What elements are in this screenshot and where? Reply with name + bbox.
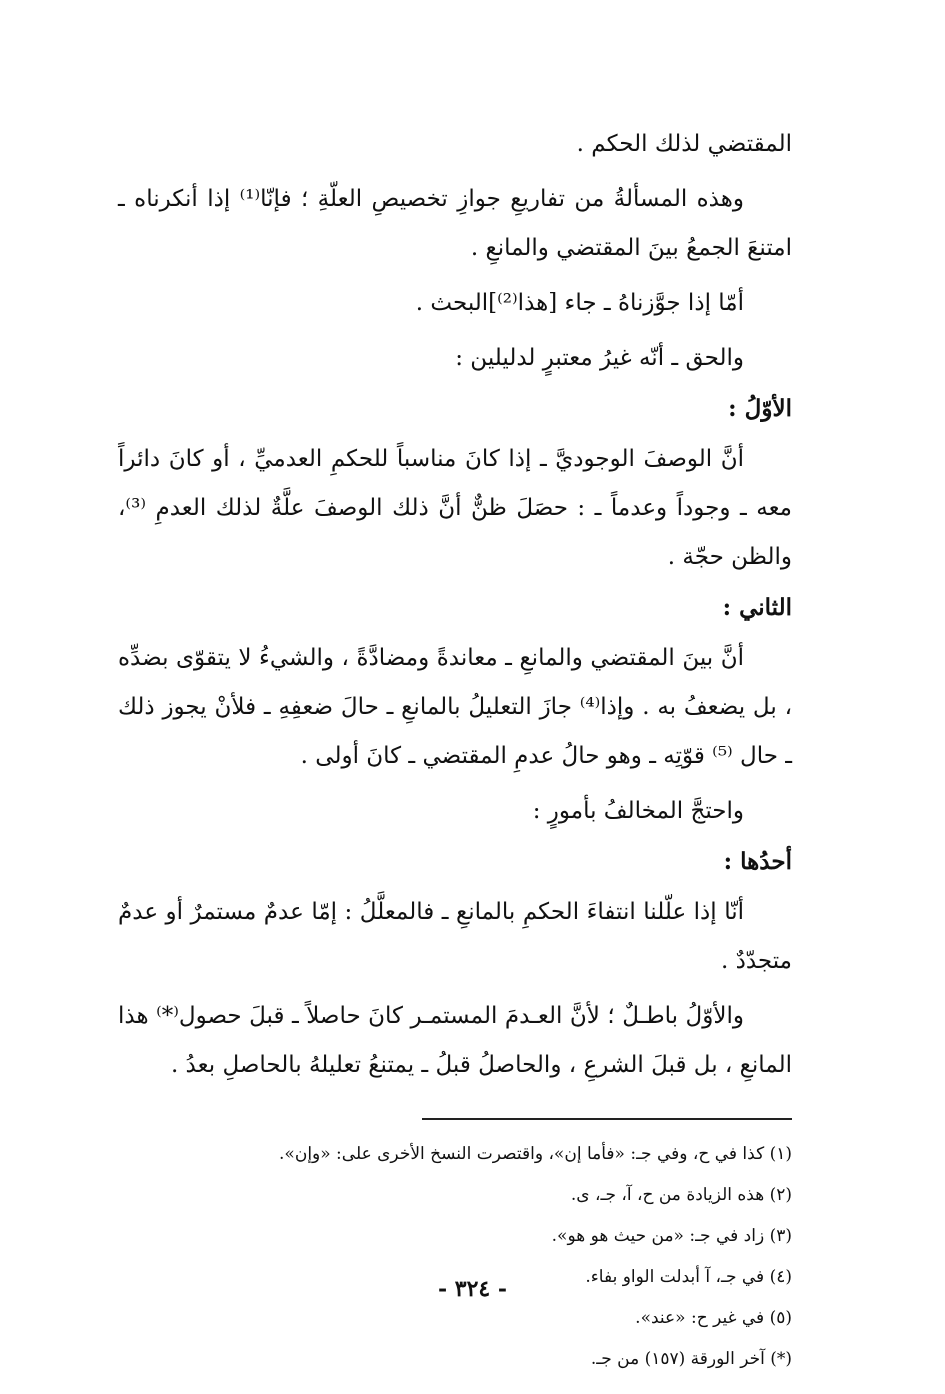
footnote: (٣) زاد في جـ: «من حيث هو هو».	[551, 1226, 792, 1246]
paragraph-continuation: المقتضي لذلك الحكم .	[576, 131, 792, 157]
page-number: - ٣٢٤ -	[437, 1276, 508, 1302]
paragraph: أنّا إذا علّلنا انتفاءَ الحكمِ بالمانعِ ـ فالمعلَّلُ : إمّا عدمٌ مستمرٌ أو عدمٌ متجدّدٌ .	[118, 899, 792, 974]
page-body	[118, 120, 792, 1380]
paragraph: أنَّ الوصفَ الوجوديَّ ـ إذا كانَ مناسباً للحكمِ العدميِّ ، أو كانَ دائراً معه ـ وجوداً وعدماً ـ : حصَلَ ظنٌّ أنَّ ذلك الوصفَ علَّةٌ لذلك العدمِ ⁽³⁾، والظن حجّة .	[118, 446, 792, 570]
paragraph: أمّا إذا جوَّزناهُ ـ جاء [هذا⁽²⁾]البحث .	[415, 290, 744, 316]
paragraph: والأوّلُ باطـلٌ ؛ لأنَّ العـدمَ المستمـر كانَ حاصلاً ـ قبلَ حصول⁽*⁾ هذا المانعِ ، بل قبلَ الشرعِ ، والحاصلُ قبلُ ـ يمتنعُ تعليلهُ بالحاصلِ بعدُ .	[118, 1003, 792, 1078]
footnotes	[118, 1134, 792, 1380]
section-heading-first: الأوّلُ :	[728, 395, 792, 422]
section-heading-second: الثاني :	[722, 594, 792, 621]
footnote: (٤) في جـ، آ أبدلت الواو بفاء.	[585, 1267, 792, 1287]
footnote: (٥) في غير ح: «عند».	[635, 1308, 792, 1328]
footnote-divider	[422, 1118, 792, 1120]
paragraph: أنَّ بينَ المقتضي والمانعِ ـ معاندةً ومضادَّةً ، والشيءُ لا يتقوّى بضدِّه ، بل يضعفُ به . وإذا⁽⁴⁾ جازَ التعليلُ بالمانعِ ـ حالَ ضعفِهِ ـ فلأنْ يجوز ذلك ـ حال ⁽⁵⁾ قوّتِه ـ وهو حالُ عدمِ المقتضي ـ كانَ أولى .	[118, 645, 792, 769]
section-heading-one-of-them: أحدُها :	[723, 848, 792, 875]
paragraph: واحتجَّ المخالفُ بأمورٍ :	[532, 798, 744, 824]
footnote: (٢) هذه الزيادة من ح، آ، جـ، ى.	[570, 1185, 792, 1205]
paragraph: والحق ـ أنّه غيرُ معتبرٍ لدليلين :	[455, 345, 744, 371]
footnote: (*) آخر الورقة (١٥٧) من جـ.	[590, 1349, 792, 1369]
paragraph: وهذه المسألةُ من تفاريعِ جوازِ تخصيصِ العلّةِ ؛ فإنّا⁽¹⁾ إذا أنكرناه ـ امتنعَ الجمعُ بينَ المقتضي والمانعِ .	[118, 186, 792, 261]
footnote: (١) كذا في ح، وفي جـ: «فأما إن»، واقتصرت النسخ الأخرى على: «وإن».	[279, 1144, 792, 1164]
